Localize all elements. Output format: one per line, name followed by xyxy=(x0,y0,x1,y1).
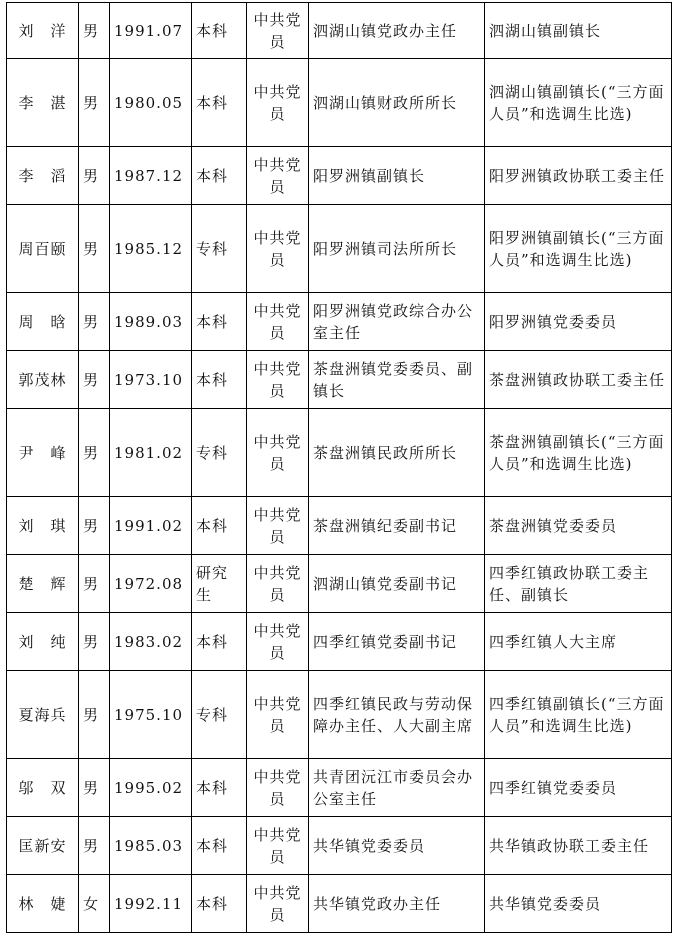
education-cell: 本科 xyxy=(192,817,247,875)
name-cell: 周百颐 xyxy=(7,205,79,293)
proposed-post-cell: 茶盘洲镇副镇长(“三方面人员”和选调生比选) xyxy=(485,409,672,497)
proposed-post-cell: 阳罗洲镇政协联工委主任 xyxy=(485,147,672,205)
proposed-post-cell: 泗湖山镇副镇长(“三方面人员”和选调生比选) xyxy=(485,59,672,147)
gender-cell: 男 xyxy=(79,555,110,613)
party-cell: 中共党员 xyxy=(247,147,309,205)
education-cell: 本科 xyxy=(192,3,247,59)
name-cell: 周 晗 xyxy=(7,293,79,351)
gender-cell: 女 xyxy=(79,875,110,933)
party-cell: 中共党员 xyxy=(247,409,309,497)
current-post-cell: 泗湖山镇党政办主任 xyxy=(309,3,485,59)
birth-date-cell: 1981.02 xyxy=(110,409,192,497)
name-cell: 郭茂林 xyxy=(7,351,79,409)
table-row xyxy=(7,147,672,205)
gender-cell: 男 xyxy=(79,613,110,671)
birth-date-cell: 1991.07 xyxy=(110,3,192,59)
table-row xyxy=(7,59,672,147)
table-row xyxy=(7,497,672,555)
education-cell: 本科 xyxy=(192,59,247,147)
current-post-cell: 四季红镇党委副书记 xyxy=(309,613,485,671)
table-row xyxy=(7,613,672,671)
proposed-post-cell: 茶盘洲镇政协联工委主任 xyxy=(485,351,672,409)
name-cell: 邬 双 xyxy=(7,759,79,817)
current-post-cell: 茶盘洲镇党委委员、副镇长 xyxy=(309,351,485,409)
party-cell: 中共党员 xyxy=(247,671,309,759)
proposed-post-cell: 四季红镇政协联工委主任、副镇长 xyxy=(485,555,672,613)
table-row xyxy=(7,671,672,759)
birth-date-cell: 1991.02 xyxy=(110,497,192,555)
proposed-post-cell: 四季红镇副镇长(“三方面人员”和选调生比选) xyxy=(485,671,672,759)
education-cell: 专科 xyxy=(192,205,247,293)
birth-date-cell: 1973.10 xyxy=(110,351,192,409)
name-cell: 李 滔 xyxy=(7,147,79,205)
table-row xyxy=(7,555,672,613)
current-post-cell: 共华镇党政办主任 xyxy=(309,875,485,933)
table-row xyxy=(7,875,672,933)
table-row xyxy=(7,293,672,351)
name-cell: 匡新安 xyxy=(7,817,79,875)
table-row xyxy=(7,205,672,293)
birth-date-cell: 1985.03 xyxy=(110,817,192,875)
proposed-post-cell: 泗湖山镇副镇长 xyxy=(485,3,672,59)
party-cell: 中共党员 xyxy=(247,293,309,351)
gender-cell: 男 xyxy=(79,293,110,351)
name-cell: 楚 辉 xyxy=(7,555,79,613)
education-cell: 专科 xyxy=(192,409,247,497)
party-cell: 中共党员 xyxy=(247,613,309,671)
birth-date-cell: 1995.02 xyxy=(110,759,192,817)
current-post-cell: 共华镇党委委员 xyxy=(309,817,485,875)
proposed-post-cell: 四季红镇党委委员 xyxy=(485,759,672,817)
table-row xyxy=(7,817,672,875)
table-row xyxy=(7,759,672,817)
party-cell: 中共党员 xyxy=(247,3,309,59)
education-cell: 本科 xyxy=(192,351,247,409)
education-cell: 专科 xyxy=(192,671,247,759)
gender-cell: 男 xyxy=(79,497,110,555)
current-post-cell: 泗湖山镇党委副书记 xyxy=(309,555,485,613)
name-cell: 刘 纯 xyxy=(7,613,79,671)
education-cell: 本科 xyxy=(192,613,247,671)
birth-date-cell: 1992.11 xyxy=(110,875,192,933)
gender-cell: 男 xyxy=(79,409,110,497)
proposed-post-cell: 共华镇政协联工委主任 xyxy=(485,817,672,875)
proposed-post-cell: 茶盘洲镇党委委员 xyxy=(485,497,672,555)
current-post-cell: 阳罗洲镇副镇长 xyxy=(309,147,485,205)
education-cell: 研究生 xyxy=(192,555,247,613)
birth-date-cell: 1980.05 xyxy=(110,59,192,147)
name-cell: 尹 峰 xyxy=(7,409,79,497)
name-cell: 刘 琪 xyxy=(7,497,79,555)
current-post-cell: 阳罗洲镇司法所所长 xyxy=(309,205,485,293)
current-post-cell: 阳罗洲镇党政综合办公室主任 xyxy=(309,293,485,351)
party-cell: 中共党员 xyxy=(247,817,309,875)
current-post-cell: 茶盘洲镇民政所所长 xyxy=(309,409,485,497)
current-post-cell: 共青团沅江市委员会办公室主任 xyxy=(309,759,485,817)
birth-date-cell: 1989.03 xyxy=(110,293,192,351)
party-cell: 中共党员 xyxy=(247,497,309,555)
gender-cell: 男 xyxy=(79,671,110,759)
party-cell: 中共党员 xyxy=(247,875,309,933)
birth-date-cell: 1972.08 xyxy=(110,555,192,613)
gender-cell: 男 xyxy=(79,3,110,59)
education-cell: 本科 xyxy=(192,497,247,555)
party-cell: 中共党员 xyxy=(247,205,309,293)
birth-date-cell: 1983.02 xyxy=(110,613,192,671)
proposed-post-cell: 阳罗洲镇副镇长(“三方面人员”和选调生比选) xyxy=(485,205,672,293)
table-row xyxy=(7,351,672,409)
gender-cell: 男 xyxy=(79,59,110,147)
party-cell: 中共党员 xyxy=(247,555,309,613)
party-cell: 中共党员 xyxy=(247,59,309,147)
current-post-cell: 泗湖山镇财政所所长 xyxy=(309,59,485,147)
birth-date-cell: 1975.10 xyxy=(110,671,192,759)
education-cell: 本科 xyxy=(192,875,247,933)
birth-date-cell: 1987.12 xyxy=(110,147,192,205)
education-cell: 本科 xyxy=(192,147,247,205)
gender-cell: 男 xyxy=(79,817,110,875)
education-cell: 本科 xyxy=(192,293,247,351)
proposed-post-cell: 共华镇党委委员 xyxy=(485,875,672,933)
proposed-post-cell: 四季红镇人大主席 xyxy=(485,613,672,671)
gender-cell: 男 xyxy=(79,351,110,409)
party-cell: 中共党员 xyxy=(247,351,309,409)
name-cell: 李 湛 xyxy=(7,59,79,147)
education-cell: 本科 xyxy=(192,759,247,817)
table-row xyxy=(7,409,672,497)
gender-cell: 男 xyxy=(79,759,110,817)
gender-cell: 男 xyxy=(79,147,110,205)
proposed-post-cell: 阳罗洲镇党委委员 xyxy=(485,293,672,351)
party-cell: 中共党员 xyxy=(247,759,309,817)
name-cell: 刘 洋 xyxy=(7,3,79,59)
name-cell: 林 婕 xyxy=(7,875,79,933)
current-post-cell: 四季红镇民政与劳动保障办主任、人大副主席 xyxy=(309,671,485,759)
current-post-cell: 茶盘洲镇纪委副书记 xyxy=(309,497,485,555)
gender-cell: 男 xyxy=(79,205,110,293)
table-row xyxy=(7,3,672,59)
name-cell: 夏海兵 xyxy=(7,671,79,759)
birth-date-cell: 1985.12 xyxy=(110,205,192,293)
table-body xyxy=(7,3,672,933)
personnel-table xyxy=(6,2,672,933)
